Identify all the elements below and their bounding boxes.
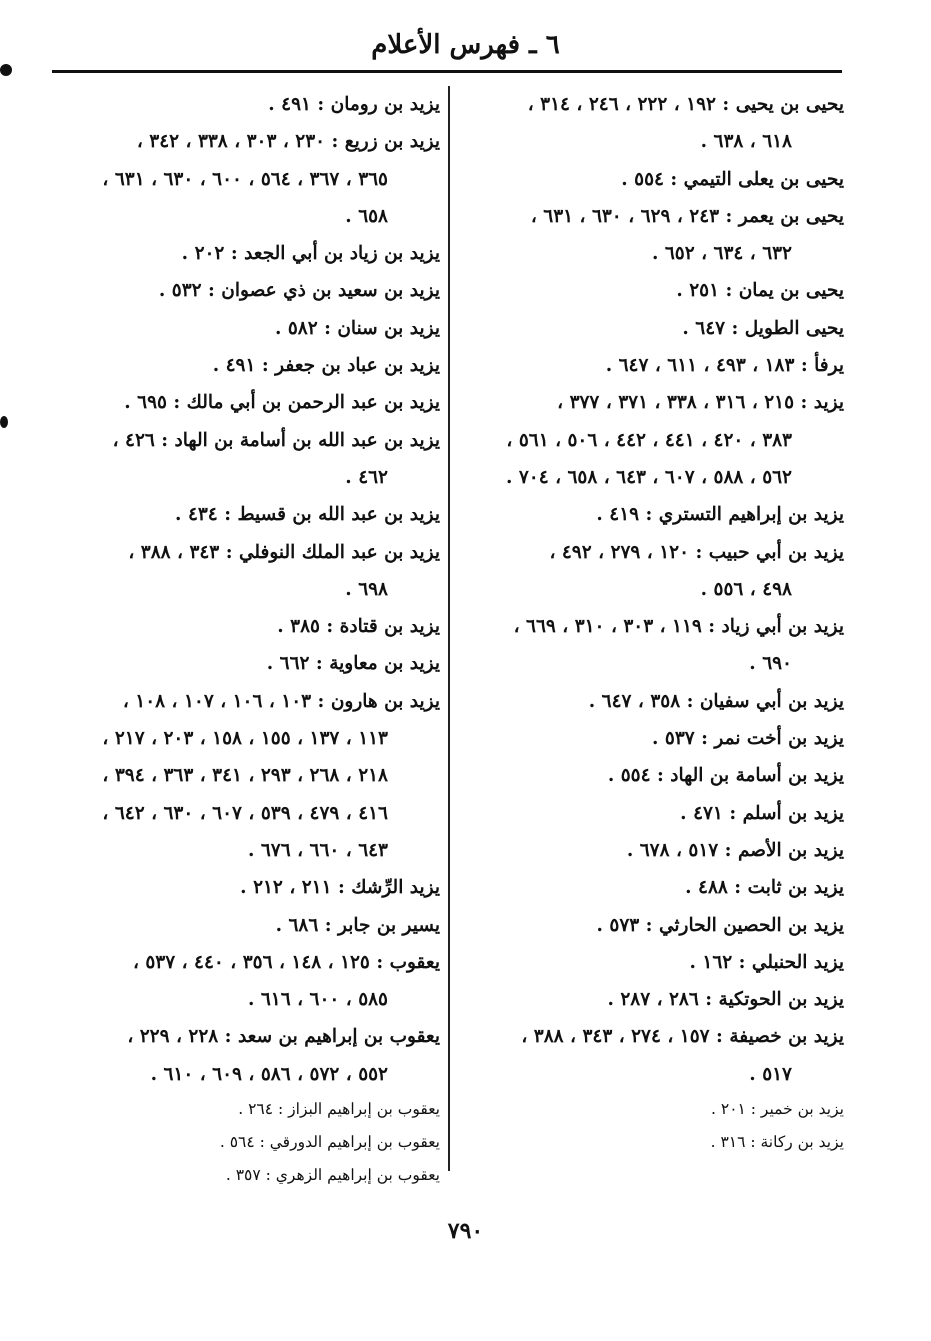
index-entry-continuation: ١١٣ ، ١٣٧ ، ١٥٥ ، ١٥٨ ، ٢٠٣ ، ٢١٧ ، bbox=[102, 728, 388, 750]
index-entry-continuation: ٤٩٨ ، ٥٥٦ . bbox=[700, 578, 792, 600]
index-entry-continuation: ٥٦٢ ، ٥٨٨ ، ٦٠٧ ، ٦٤٣ ، ٦٥٨ ، ٧٠٤ . bbox=[505, 466, 792, 488]
index-entry: يزيد بن أبي سفيان : ٣٥٨ ، ٦٤٧ . bbox=[588, 690, 844, 712]
index-entry: يعقوب بن إبراهيم الدورقي : ٥٦٤ . bbox=[219, 1133, 440, 1152]
index-entry: يحيى بن يعمر : ٢٤٣ ، ٦٢٩ ، ٦٣٠ ، ٦٣١ ، bbox=[530, 205, 844, 227]
index-entry: يزيد بن الحصين الحارثي : ٥٧٣ . bbox=[596, 914, 844, 936]
index-entry: يزيد بن زياد بن أبي الجعد : ٢٠٢ . bbox=[181, 243, 440, 265]
index-entry: يحيى بن يعلى التيمي : ٥٥٤ . bbox=[621, 168, 844, 190]
index-entry: يزيد بن الحوتكية : ٢٨٦ ، ٢٨٧ . bbox=[607, 989, 844, 1011]
index-entry: يزيد بن الأصم : ٥١٧ ، ٦٧٨ . bbox=[626, 839, 844, 861]
index-entry: يزيد بن خمير : ٢٠١ . bbox=[711, 1100, 844, 1119]
index-entry: يزيد الحنبلي : ١٦٢ . bbox=[689, 951, 844, 973]
index-entry-continuation: ٥٨٥ ، ٦٠٠ ، ٦١٦ . bbox=[247, 989, 388, 1011]
index-entry-continuation: ٦٤٣ ، ٦٦٠ ، ٦٧٦ . bbox=[247, 839, 388, 861]
margin-mark bbox=[0, 416, 8, 428]
index-entry-continuation: ٤١٦ ، ٤٧٩ ، ٥٣٩ ، ٦٠٧ ، ٦٣٠ ، ٦٤٢ ، bbox=[102, 802, 388, 824]
index-entry: يزيد بن عبد الله بن قسيط : ٤٣٤ . bbox=[175, 504, 440, 526]
index-entry: يزيد بن أبي حبيب : ١٢٠ ، ٢٧٩ ، ٤٩٢ ، bbox=[549, 541, 844, 563]
index-column-right bbox=[452, 86, 844, 1159]
index-entry: يزيد بن معاوية : ٦٦٢ . bbox=[266, 653, 440, 675]
index-entry: يزيد بن ثابت : ٤٨٨ . bbox=[685, 877, 844, 899]
index-entry: يسير بن جابر : ٦٨٦ . bbox=[275, 914, 440, 936]
index-entry-continuation: ٣٦٥ ، ٣٦٧ ، ٥٦٤ ، ٦٠٠ ، ٦٣٠ ، ٦٣١ ، bbox=[102, 168, 388, 190]
index-entry: يزيد بن إبراهيم التستري : ٤١٩ . bbox=[596, 504, 844, 526]
column-divider bbox=[448, 86, 450, 1171]
index-entry: يزيد بن سنان : ٥٨٢ . bbox=[274, 317, 440, 339]
index-entry: يحيى بن يمان : ٢٥١ . bbox=[676, 280, 844, 302]
index-entry: يزيد بن عبد الرحمن بن أبي مالك : ٦٩٥ . bbox=[124, 392, 440, 414]
margin-mark bbox=[0, 64, 12, 76]
index-entry: يزيد بن أسامة بن الهاد : ٥٥٤ . bbox=[607, 765, 844, 787]
index-entry: يزيد بن أسلم : ٤٧١ . bbox=[680, 802, 844, 824]
index-entry-continuation: ٥١٧ . bbox=[749, 1063, 792, 1085]
index-entry: يعقوب بن إبراهيم الزهري : ٣٥٧ . bbox=[225, 1166, 440, 1185]
index-entry-continuation: ٢١٨ ، ٢٦٨ ، ٢٩٣ ، ٣٤١ ، ٣٦٣ ، ٣٩٤ ، bbox=[102, 765, 388, 787]
index-entry: يزيد بن أخت نمر : ٥٣٧ . bbox=[652, 728, 844, 750]
index-entry-continuation: ٤٦٢ . bbox=[345, 466, 388, 488]
index-entry-continuation: ٦٣٢ ، ٦٣٤ ، ٦٥٢ . bbox=[651, 243, 792, 265]
index-entry: يزيد بن سعيد بن ذي عصوان : ٥٣٢ . bbox=[158, 280, 440, 302]
page-title: ٦ ـ فهرس الأعلام bbox=[371, 30, 560, 60]
index-entry: يزيد : ٢١٥ ، ٣١٦ ، ٣٣٨ ، ٣٧١ ، ٣٧٧ ، bbox=[557, 392, 844, 414]
index-entry: يرفأ : ١٨٣ ، ٤٩٣ ، ٦١١ ، ٦٤٧ . bbox=[605, 355, 844, 377]
index-entry: يعقوب بن إبراهيم البزاز : ٢٦٤ . bbox=[238, 1100, 440, 1119]
index-entry: يعقوب بن إبراهيم بن سعد : ٢٢٨ ، ٢٢٩ ، bbox=[127, 1026, 440, 1048]
index-entry: يحيى الطويل : ٦٤٧ . bbox=[682, 317, 844, 339]
index-entry: يزيد بن ركانة : ٣١٦ . bbox=[710, 1133, 844, 1152]
index-entry: يزيد بن عبد الملك النوفلي : ٣٤٣ ، ٣٨٨ ، bbox=[128, 541, 440, 563]
index-entry: يزيد بن خصيفة : ١٥٧ ، ٢٧٤ ، ٣٤٣ ، ٣٨٨ ، bbox=[521, 1026, 844, 1048]
index-entry: يزيد بن زريع : ٢٣٠ ، ٣٠٣ ، ٣٣٨ ، ٣٤٢ ، bbox=[136, 131, 440, 153]
index-entry: يزيد بن قتادة : ٣٨٥ . bbox=[277, 616, 440, 638]
index-entry: يزيد بن أبي زياد : ١١٩ ، ٣٠٣ ، ٣١٠ ، ٦٦٩ ، bbox=[513, 616, 844, 638]
index-entry: يعقوب : ١٢٥ ، ١٤٨ ، ٣٥٦ ، ٤٤٠ ، ٥٣٧ ، bbox=[132, 951, 440, 973]
index-entry-continuation: ٦٩٨ . bbox=[345, 578, 388, 600]
index-entry-continuation: ٦١٨ ، ٦٣٨ . bbox=[700, 131, 792, 153]
index-entry-continuation: ٣٨٣ ، ٤٢٠ ، ٤٤١ ، ٤٤٢ ، ٥٠٦ ، ٥٦١ ، bbox=[506, 429, 792, 451]
index-entry: يزيد بن هارون : ١٠٣ ، ١٠٦ ، ١٠٧ ، ١٠٨ ، bbox=[122, 690, 440, 712]
header-rule bbox=[52, 70, 842, 73]
index-entry: يزيد بن عباد بن جعفر : ٤٩١ . bbox=[212, 355, 440, 377]
index-entry-continuation: ٦٥٨ . bbox=[345, 205, 388, 227]
index-entry-continuation: ٦٩٠ . bbox=[749, 653, 792, 675]
index-entry: يزيد الرِّشك : ٢١١ ، ٢١٢ . bbox=[240, 877, 440, 899]
index-entry: يزيد بن عبد الله بن أسامة بن الهاد : ٤٢٦ ، bbox=[112, 429, 440, 451]
index-entry: يزيد بن رومان : ٤٩١ . bbox=[268, 94, 440, 115]
index-column-left bbox=[42, 86, 440, 1192]
page-number: ٧٩٠ bbox=[447, 1218, 484, 1244]
index-entry: يحيى بن يحيى : ١٩٢ ، ٢٢٢ ، ٢٤٦ ، ٣١٤ ، bbox=[527, 94, 844, 115]
index-entry-continuation: ٥٥٢ ، ٥٧٢ ، ٥٨٦ ، ٦٠٩ ، ٦١٠ . bbox=[150, 1063, 388, 1085]
